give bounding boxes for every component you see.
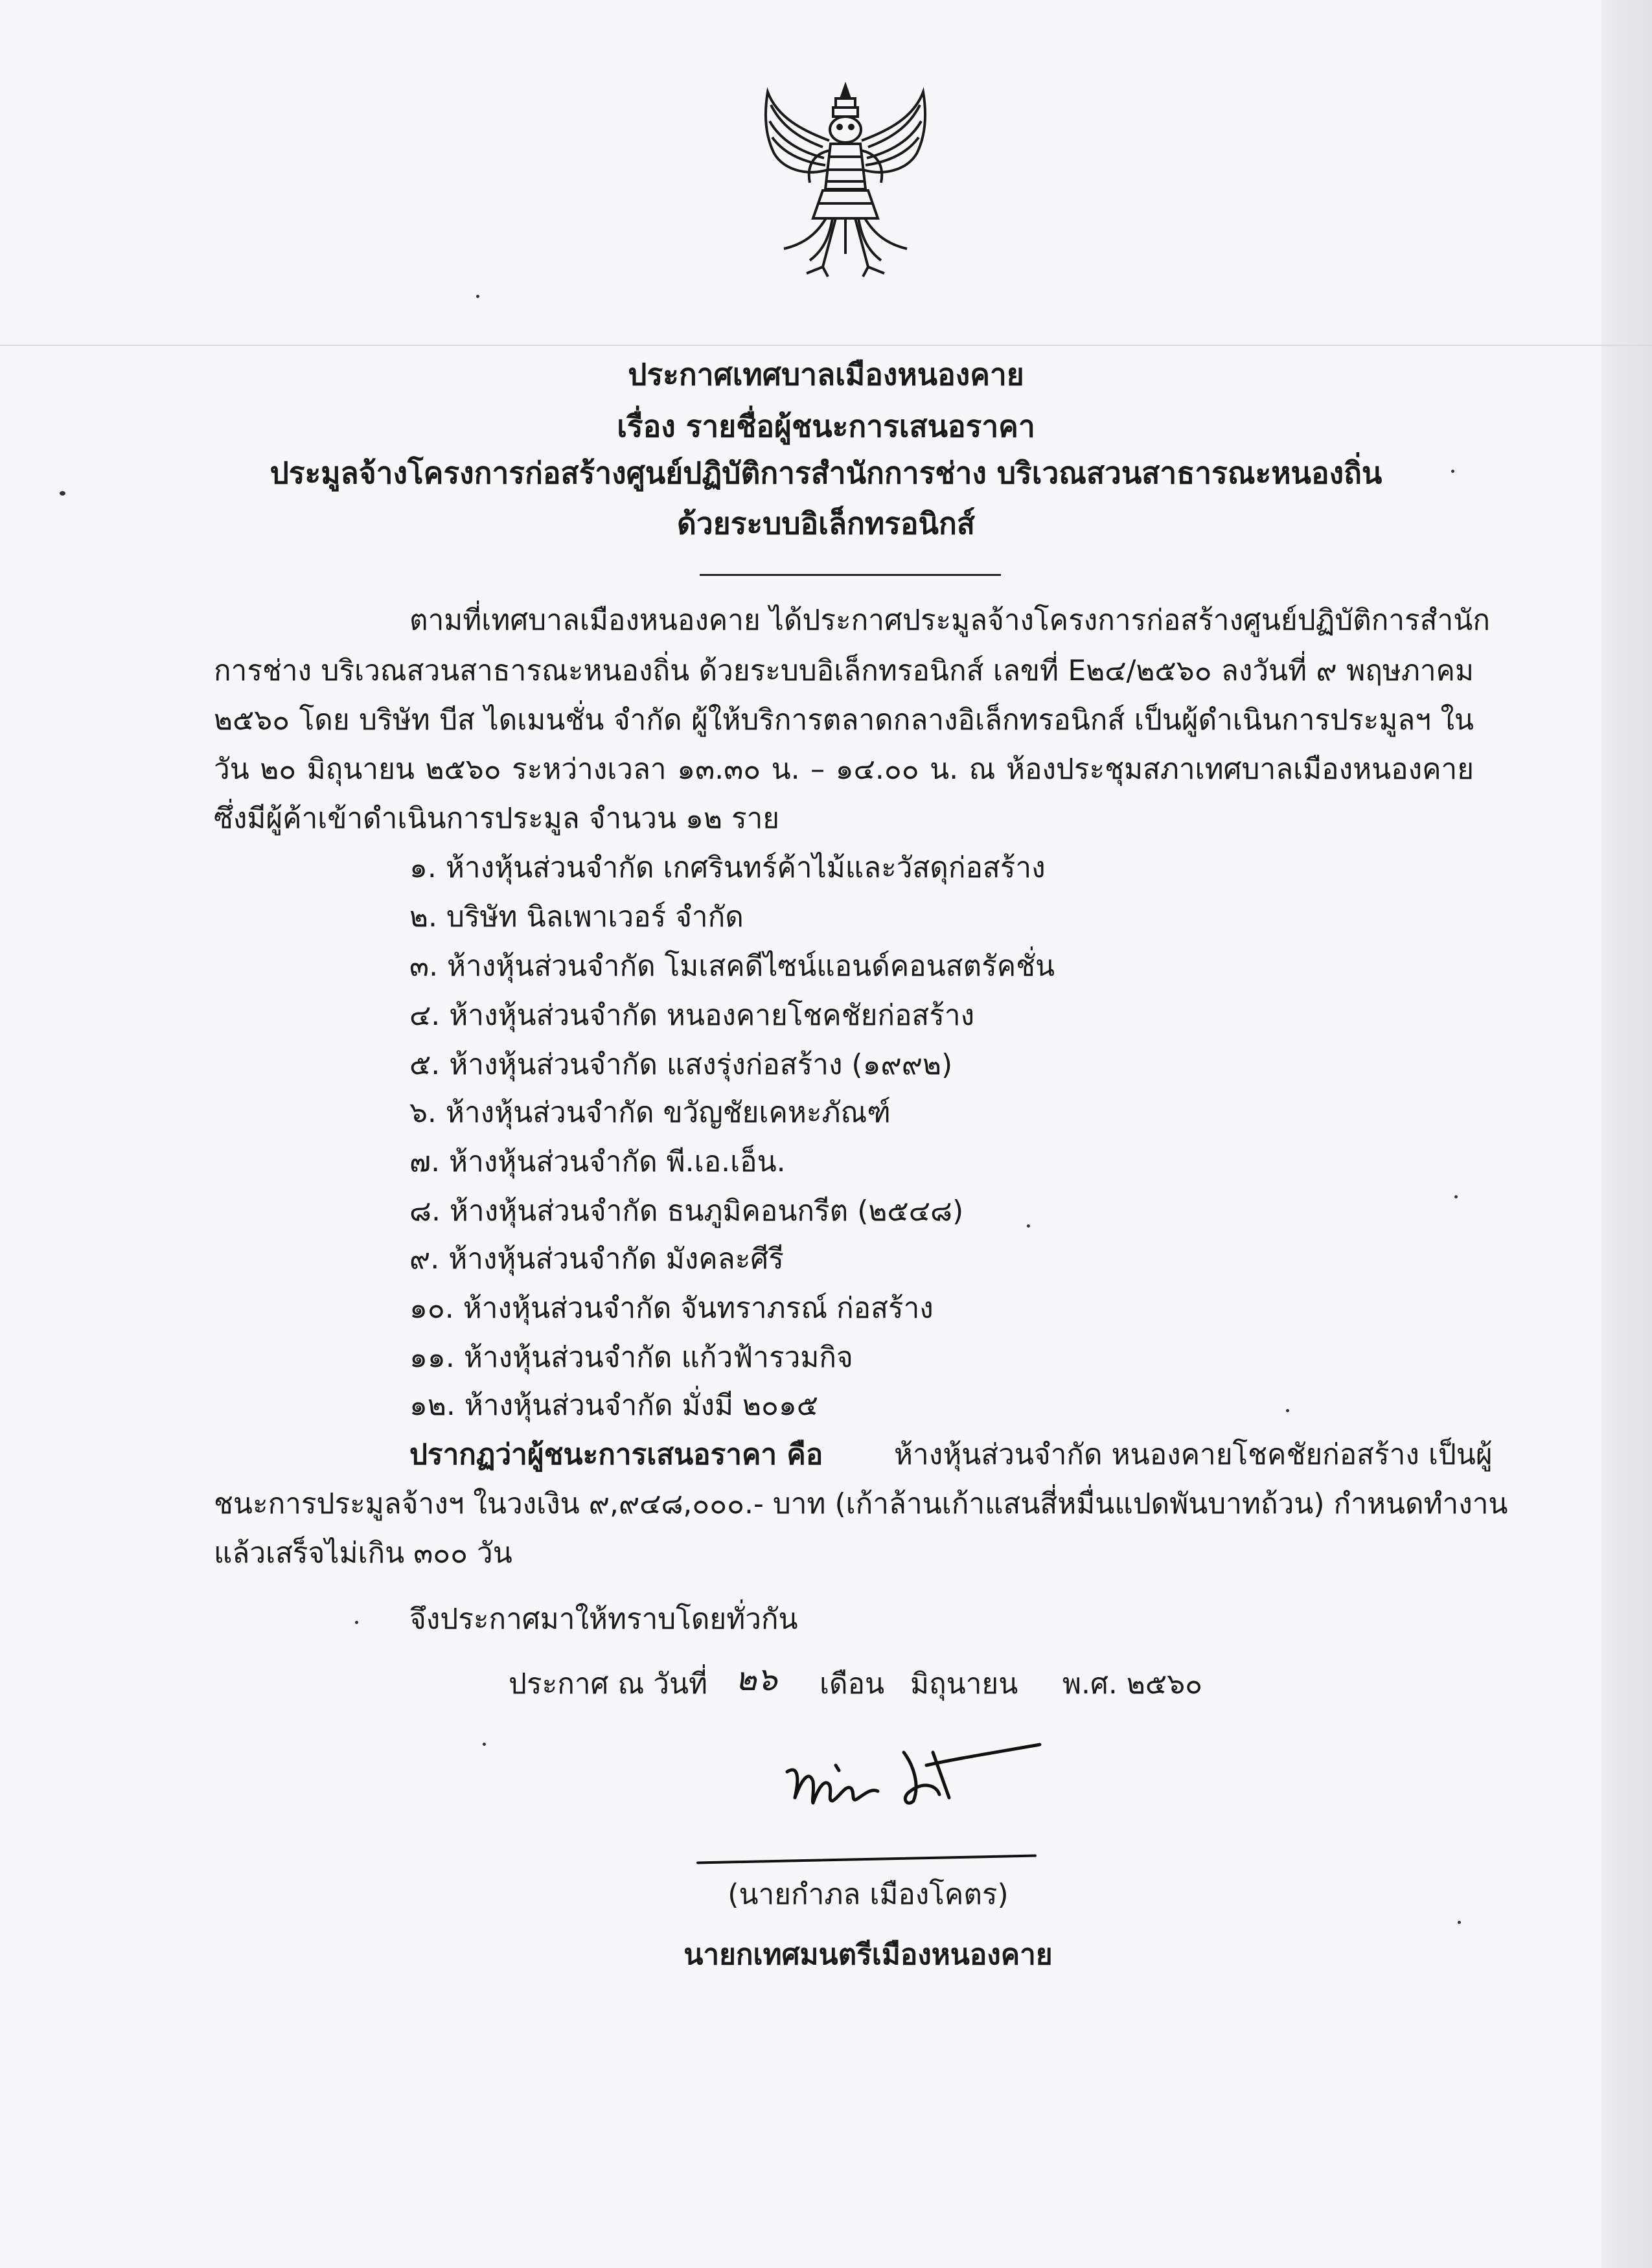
- intro-line-5: ซึ่งมีผู้ค้าเข้าดำเนินการประมูล จำนวน ๑๒ ราย: [214, 802, 780, 835]
- list-item: ๑๑. ห้างหุ้นส่วนจำกัด แก้วฟ้ารวมกิจ: [409, 1341, 853, 1374]
- title-line-3: ประมูลจ้างโครงการก่อสร้างศูนย์ปฏิบัติการสำนักการช่าง บริเวณสวนสาธารณะหนองถิ่น: [270, 455, 1382, 490]
- intro-line-2: การช่าง บริเวณสวนสาธารณะหนองถิ่น ด้วยระบบอิเล็กทรอนิกส์ เลขที่ E๒๔/๒๕๖๐ ลงวันที่ ๙ พฤษภาคม: [214, 654, 1474, 687]
- announce-date-prefix: ประกาศ ณ วันที่: [509, 1667, 708, 1701]
- list-item: ๕. ห้างหุ้นส่วนจำกัด แสงรุ่งก่อสร้าง (๑๙๙๒): [409, 1048, 953, 1081]
- announce-month: มิถุนายน: [910, 1667, 1018, 1701]
- list-item: ๙. ห้างหุ้นส่วนจำกัด มังคละศีรี: [409, 1243, 784, 1276]
- scan-speck: [1027, 1224, 1030, 1228]
- closing-statement: จึงประกาศมาให้ทราบโดยทั่วกัน: [409, 1603, 798, 1636]
- list-item: ๔. ห้างหุ้นส่วนจำกัด หนองคายโชคชัยก่อสร้าง: [409, 999, 975, 1032]
- scan-speck: [1458, 1921, 1461, 1924]
- list-item: ๒. บริษัท นิลเพาเวอร์ จำกัด: [409, 900, 744, 934]
- scan-fold-line: [0, 345, 1652, 346]
- scan-speck: [1451, 470, 1454, 473]
- list-item: ๖. ห้างหุ้นส่วนจำกัด ขวัญชัยเคหะภัณฑ์: [409, 1096, 891, 1129]
- handwritten-signature: [774, 1726, 1046, 1830]
- signature-line: [696, 1855, 1037, 1864]
- scan-speck: [1286, 1409, 1289, 1412]
- signatory-name: (นายกำภล เมืองโคตร): [728, 1878, 1009, 1911]
- winner-name: ห้างหุ้นส่วนจำกัด หนองคายโชคชัยก่อสร้าง เป็นผู้: [894, 1438, 1493, 1471]
- announce-year: พ.ศ. ๒๕๖๐: [1062, 1667, 1202, 1701]
- title-line-1: ประกาศเทศบาลเมืองหนองคาย: [628, 357, 1024, 392]
- scan-page-edge: [1601, 0, 1652, 2268]
- list-item: ๑๐. ห้างหุ้นส่วนจำกัด จันทราภรณ์ ก่อสร้าง: [409, 1292, 934, 1325]
- intro-line-4: วัน ๒๐ มิถุนายน ๒๕๖๐ ระหว่างเวลา ๑๓.๓๐ น. – ๑๔.๐๐ น. ณ ห้องประชุมสภาเทศบาลเมืองหนองคาย: [214, 753, 1474, 786]
- scan-speck: [1454, 1195, 1458, 1198]
- announce-month-label: เดือน: [820, 1667, 885, 1701]
- garuda-emblem-icon: [745, 79, 946, 286]
- scan-speck: [60, 491, 65, 496]
- result-label: ปรากฏว่าผู้ชนะการเสนอราคา คือ: [409, 1438, 823, 1471]
- scan-speck: [355, 1621, 358, 1624]
- list-item: ๘. ห้างหุ้นส่วนจำกัด ธนภูมิคอนกรีต (๒๕๔๘): [409, 1195, 964, 1228]
- scan-speck: [483, 1743, 486, 1746]
- announce-date-day: ๒๖: [735, 1660, 777, 1698]
- intro-line-3: ๒๕๖๐ โดย บริษัท บีส ไดเมนชั่น จำกัด ผู้ให้บริการตลาดกลางอิเล็กทรอนิกส์ เป็นผู้ดำเนินการประมูลฯ ใน: [214, 704, 1474, 737]
- list-item: ๑. ห้างหุ้นส่วนจำกัด เกศรินทร์ค้าไม้และวัสดุก่อสร้าง: [409, 851, 1046, 884]
- list-item: ๗. ห้างหุ้นส่วนจำกัด พี.เอ.เอ็น.: [409, 1145, 786, 1178]
- title-underline: [700, 574, 1001, 576]
- list-item: ๓. ห้างหุ้นส่วนจำกัด โมเสคดีไซน์แอนด์คอนสตรัคชั่น: [409, 950, 1055, 983]
- list-item: ๑๒. ห้างหุ้นส่วนจำกัด มั่งมี ๒๐๑๕: [409, 1389, 819, 1422]
- result-line-2: ชนะการประมูลจ้างฯ ในวงเงิน ๙,๙๔๘,๐๐๐.- บาท (เก้าล้านเก้าแสนสี่หมื่นแปดพันบาทถ้วน) กำหนดทำงาน: [214, 1487, 1508, 1520]
- title-line-2: เรื่อง รายชื่อผู้ชนะการเสนอราคา: [617, 409, 1035, 444]
- signatory-position: นายกเทศมนตรีเมืองหนองคาย: [683, 1938, 1053, 1971]
- result-line-3: แล้วเสร็จไม่เกิน ๓๐๐ วัน: [214, 1537, 512, 1570]
- intro-line-1: ตามที่เทศบาลเมืองหนองคาย ได้ประกาศประมูลจ้างโครงการก่อสร้างศูนย์ปฏิบัติการสำนัก: [409, 604, 1490, 637]
- scan-speck: [476, 295, 479, 298]
- title-line-4: ด้วยระบบอิเล็กทรอนิกส์: [677, 506, 975, 541]
